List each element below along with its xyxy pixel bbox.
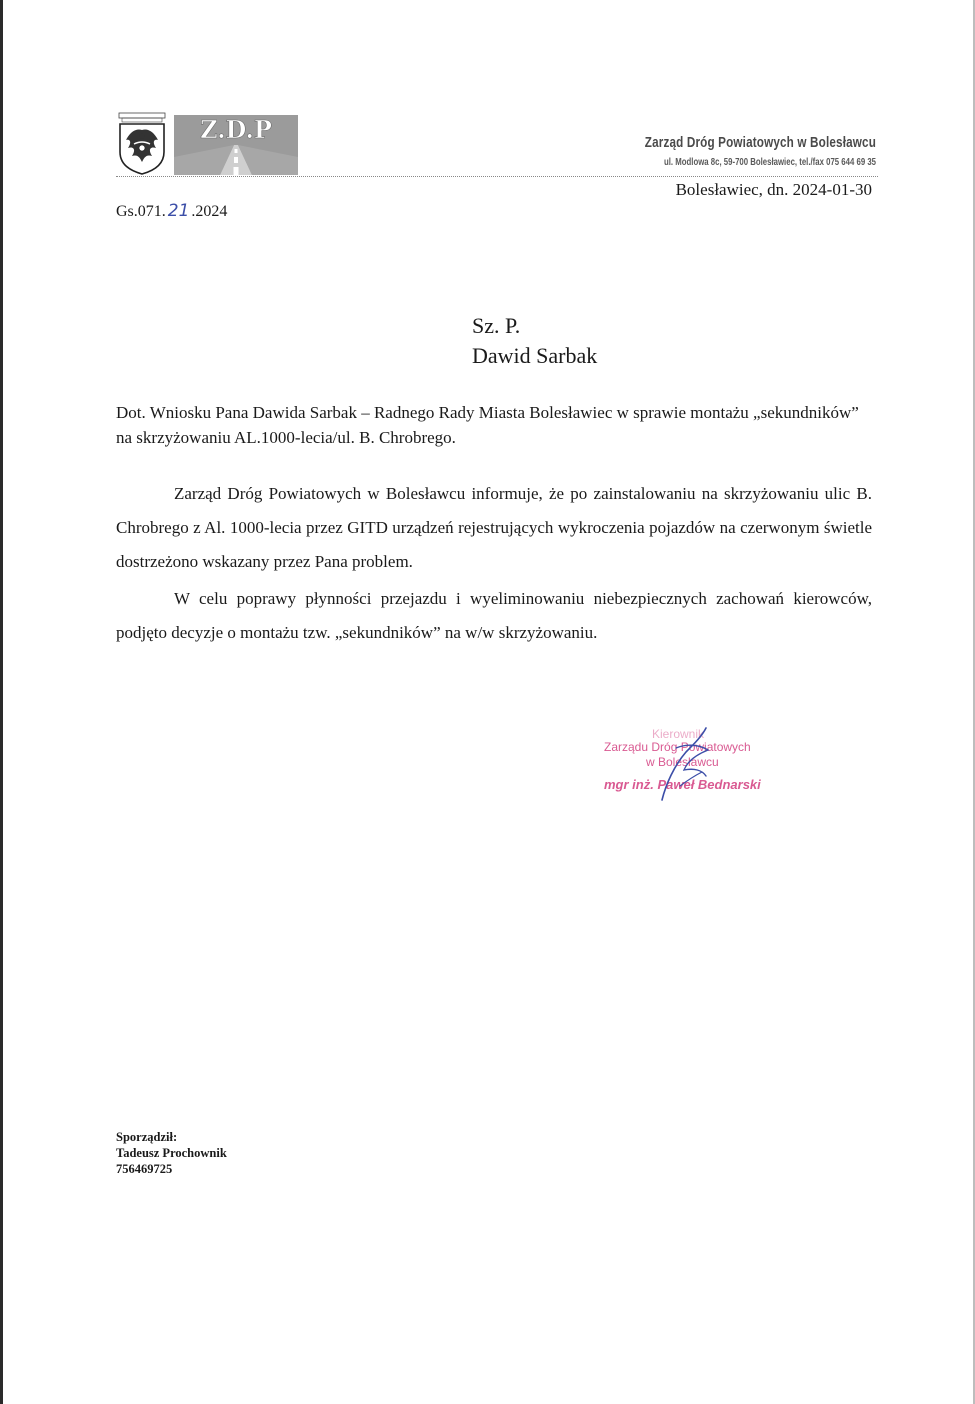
recipient-block — [472, 311, 597, 371]
prepared-by-phone: 756469725 — [116, 1162, 173, 1176]
handwritten-signature — [590, 722, 790, 808]
stamp-organization: Zarządu Dróg Powiatowych — [604, 740, 751, 754]
letter-subject: Dot. Wniosku Pana Dawida Sarbak – Radnego Rady Miasta Bolesławiec w sprawie montażu „sekundników” na skrzyżowaniu AL.1000-lecia/ul. B. Chrobrego. — [116, 403, 859, 447]
svg-text:Z.D.P: Z.D.P — [200, 115, 272, 144]
letterhead-address: ul. Modlowa 8c, 59-700 Bolesławiec, tel./fax 075 644 69 35 — [663, 157, 876, 168]
letterhead-divider — [116, 176, 878, 177]
recipient-salutation: Sz. P. — [472, 313, 521, 338]
county-coat-of-arms-icon — [116, 112, 168, 176]
recipient-name: Dawid Sarbak — [472, 343, 598, 368]
ref-handwritten-number: 21 — [167, 201, 190, 221]
zdp-logo — [174, 115, 298, 175]
body-paragraph-1: Zarząd Dróg Powiatowych w Bolesławcu informuje, że po zainstalowaniu na skrzyżowaniu ulic B. Chrobrego z Al. 1000-lecia przez GITD urządzeń rejestrujących wykroczenia pojazdów na czerwonym świetle dostrzeżono wskazany przez Pana problem. — [116, 484, 872, 571]
prepared-by-label: Sporządził: — [116, 1130, 178, 1144]
ref-suffix: .2024 — [191, 203, 228, 220]
letterhead-org-name: Zarząd Dróg Powiatowych w Bolesławcu — [644, 134, 876, 151]
reference-number — [116, 201, 227, 221]
stamp-signatory-name: mgr inż. Paweł Bednarski — [604, 777, 761, 792]
stamp-city: w Bolesławcu — [646, 755, 719, 769]
scan-left-border — [0, 0, 3, 1404]
signature-stamp — [590, 722, 790, 808]
letterhead-logos — [116, 112, 298, 176]
prepared-by-name: Tadeusz Prochownik — [116, 1146, 227, 1160]
stamp-title: Kierownik — [652, 727, 705, 741]
place-and-date: Bolesławiec, dn. 2024-01-30 — [675, 180, 872, 199]
body-paragraph-2: W celu poprawy płynności przejazdu i wyeliminowaniu niebezpiecznych zachowań kierowców, podjęto decyzje o montażu tzw. „sekundników” na w/w skrzyżowaniu. — [116, 589, 872, 642]
ref-prefix: Gs.071. — [116, 203, 166, 220]
prepared-by-block — [116, 1129, 227, 1177]
